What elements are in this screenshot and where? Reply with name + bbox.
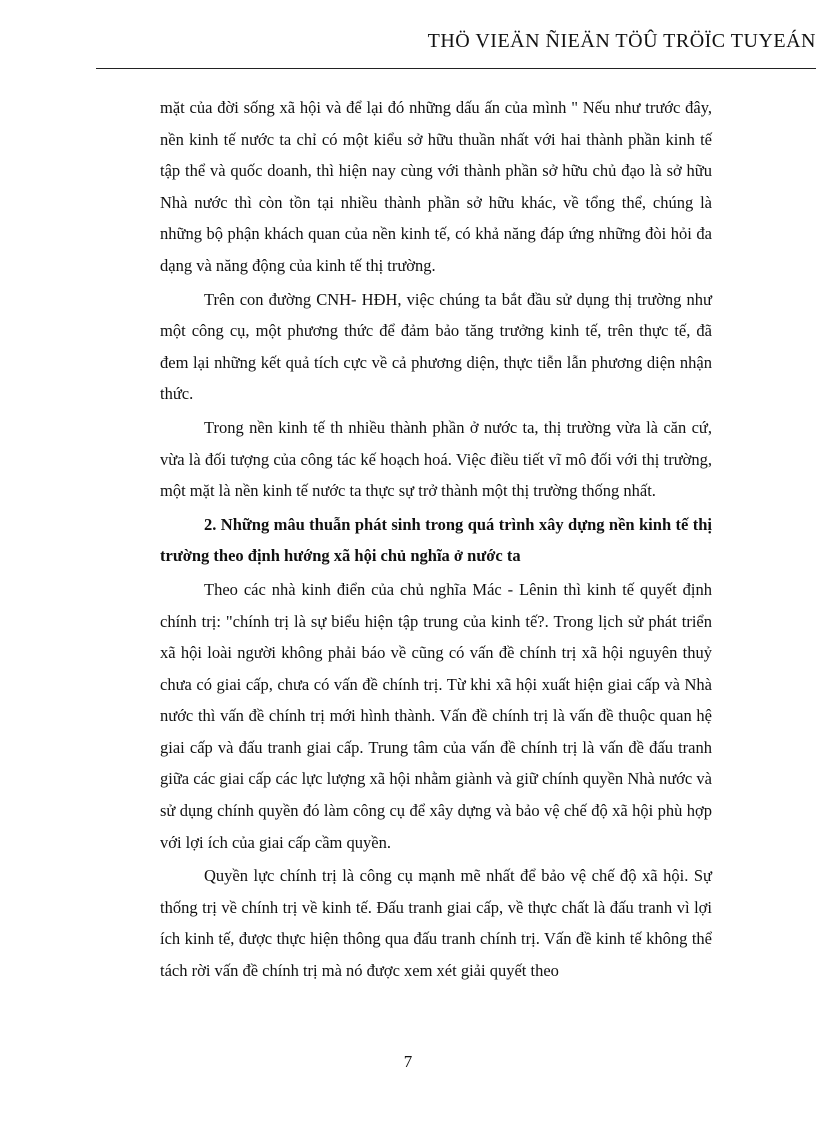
section-heading: 2. Những mâu thuẫn phát sinh trong quá trình xây dựng nền kinh tế thị trường theo định hướng xã hội chủ nghĩa ở nước ta: [160, 514, 712, 566]
paragraph-1: mặt của đời sống xã hội và để lại đó những dấu ấn của mình " Nếu như trước đây, nền kinh tế nước ta chỉ có một kiểu sở hữu thuần nhất với hai thành phần kinh tế tập thể và quốc doanh, thì hiện nay cùng với thành phần sở hữu chủ đạo là sở hữu Nhà nước thì còn tồn tại nhiều thành phần sở hữu khác, về tổng thể, chúng là những bộ phận khách quan của nền kinh tế, có khả năng đáp ứng những đòi hỏi đa dạng và năng động của kinh tế thị trường.: [160, 98, 712, 275]
paragraph-5: Quyền lực chính trị là công cụ mạnh mẽ nhất để bảo vệ chế độ xã hội. Sự thống trị về chính trị về kinh tế. Đấu tranh giai cấp, về thực chất là đấu tranh vì lợi ích kinh tế, được thực hiện thông qua đấu tranh chính trị. Vấn đề kinh tế không thể tách rời vấn đề chính trị mà nó được xem xét giải quyết theo: [160, 866, 712, 981]
header-divider: [96, 68, 816, 69]
document-body: [160, 92, 712, 989]
paragraph-3: Trong nền kinh tế th nhiều thành phần ở nước ta, thị trường vừa là căn cứ, vừa là đối tượng của công tác kế hoạch hoá. Việc điều tiết vĩ mô đối với thị trường, một mặt là nền kinh tế nước ta thực sự trở thành một thị trường thống nhất.: [160, 417, 712, 501]
page-header: THÖ VIEÄN ÑIEÄN TÖÛ TRÖÏC TUYEÁN: [427, 30, 816, 52]
page-number: 7: [403, 1052, 413, 1071]
paragraph-2: Trên con đường CNH- HĐH, việc chúng ta bắt đầu sử dụng thị trường như một công cụ, một phương thức để đảm bảo tăng trưởng kinh tế, trên thực tế, đã đem lại những kết quả tích cực về cả phương diện, thực tiễn lẫn phương diện nhận thức.: [160, 289, 712, 404]
paragraph-4: Theo các nhà kinh điển của chủ nghĩa Mác - Lênin thì kinh tế quyết định chính trị: "chính trị là sự biểu hiện tập trung của kinh tế?. Trong lịch sử phát triển xã hội loài người không phải báo về cũng có vấn đề chính trị xã hội nguyên thuỷ chưa có giai cấp, chưa có vấn đề chính trị. Từ khi xã hội xuất hiện giai cấp và Nhà nước thì vấn đề chính trị mới hình thành. Vấn đề chính trị là vấn đề thuộc quan hệ giai cấp và đấu tranh giai cấp. Trung tâm của vấn đề chính trị là vấn đề đấu tranh giữa các giai cấp các lực lượng xã hội nhằm giành và giữ chính quyền Nhà nước và sử dụng chính quyền đó làm công cụ để xây dựng và bảo vệ chế độ xã hội phù hợp với lợi ích của giai cấp cầm quyền.: [160, 579, 712, 852]
